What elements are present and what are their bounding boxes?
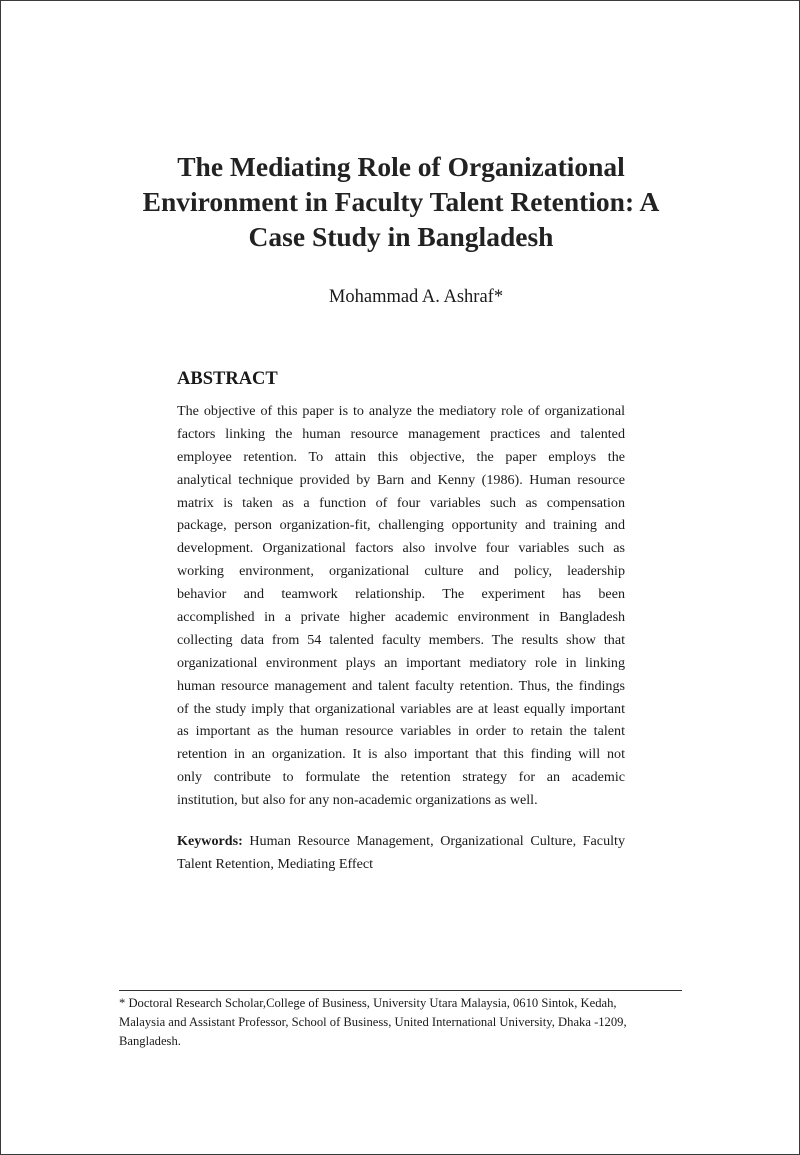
- abstract-line: factors linking the human resource management practices and talented: [177, 425, 625, 442]
- keywords-line: Talent Retention, Mediating Effect: [177, 855, 374, 872]
- abstract-text: [177, 400, 625, 812]
- footnote-line: * Doctoral Research Scholar,College of Business, University Utara Malaysia, 0610 Sintok, Kedah,: [119, 996, 617, 1010]
- abstract-line: behavior and teamwork relationship. The experiment has been: [177, 586, 625, 603]
- abstract-line: package, person organization-fit, challenging opportunity and training and: [177, 517, 625, 534]
- footnote: [119, 994, 682, 1051]
- author-name: Mohammad A. Ashraf*: [328, 287, 504, 307]
- footnote-divider: [119, 990, 682, 991]
- abstract-line: retention in an organization. It is also important that this finding will not: [177, 746, 625, 763]
- abstract-line: employee retention. To attain this objective, the paper employs the: [177, 448, 625, 465]
- footnote-line: Malaysia and Assistant Professor, School of Business, United International University, Dhaka -1209,: [119, 1015, 627, 1029]
- abstract-line: only contribute to formulate the retention strategy for an academic: [177, 769, 625, 786]
- keywords-text: Human Resource Management, Organizational Culture, Faculty: [242, 833, 625, 849]
- abstract-line: working environment, organizational culture and policy, leadership: [177, 563, 625, 580]
- title-line: Case Study in Bangladesh: [248, 221, 554, 252]
- paper-title: [61, 149, 741, 254]
- title-line: Environment in Faculty Talent Retention: A: [142, 186, 660, 217]
- abstract-line: matrix is taken as a function of four variables such as compensation: [177, 494, 625, 511]
- abstract-line: human resource management and talent faculty retention. Thus, the findings: [177, 677, 625, 694]
- keywords-label: Keywords:: [177, 833, 243, 849]
- abstract-line: development. Organizational factors also involve four variables such as: [177, 540, 625, 557]
- abstract-line: collecting data from 54 talented faculty members. The results show that: [177, 631, 625, 648]
- abstract-heading: ABSTRACT: [177, 369, 278, 389]
- footnote-line: Bangladesh.: [119, 1034, 181, 1048]
- keywords-line: [177, 830, 625, 853]
- keywords-block: [177, 830, 625, 876]
- abstract-line: organizational environment plays an important mediatory role in linking: [177, 654, 625, 671]
- abstract-line: analytical technique provided by Barn and Kenny (1986). Human resource: [177, 471, 625, 488]
- abstract-line: institution, but also for any non-academic organizations as well.: [177, 792, 538, 809]
- abstract-line: of the study imply that organizational variables are at least equally important: [177, 700, 625, 717]
- title-line: The Mediating Role of Organizational: [177, 151, 625, 182]
- abstract-line: The objective of this paper is to analyze the mediatory role of organizational: [177, 403, 625, 419]
- abstract-line: as important as the human resource variables in order to retain the talent: [177, 723, 625, 740]
- abstract-line: accomplished in a private higher academic environment in Bangladesh: [177, 609, 625, 626]
